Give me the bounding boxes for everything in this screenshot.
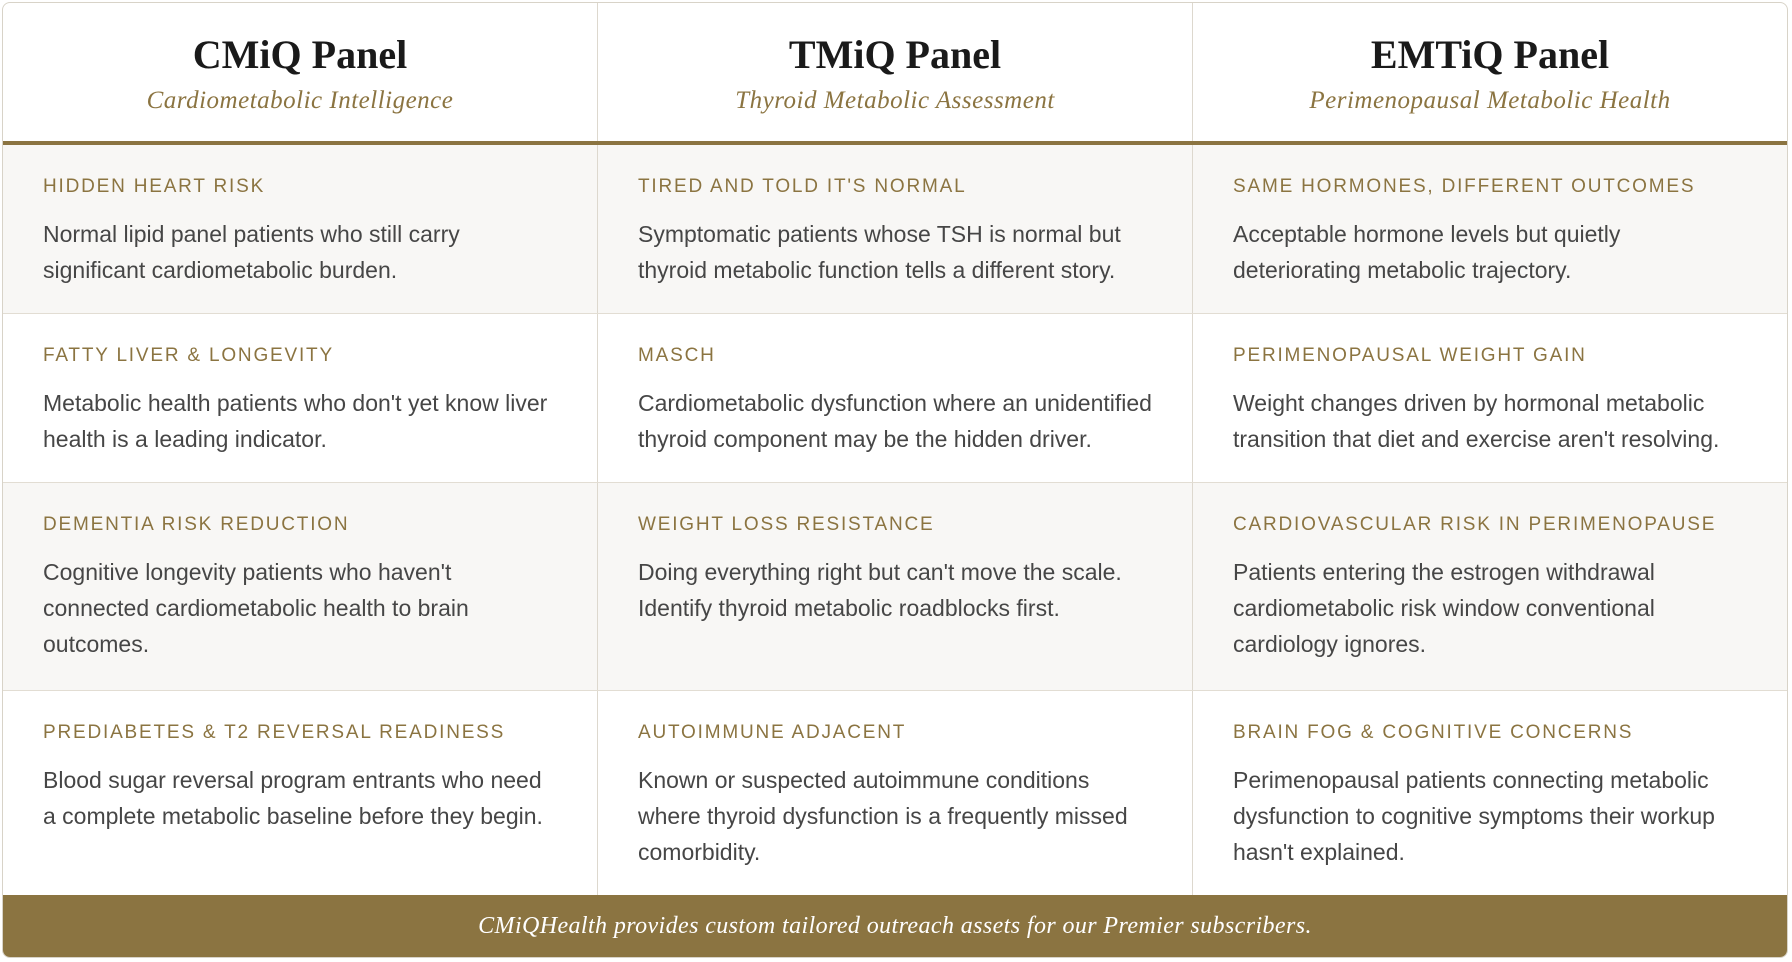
- panel-title: EMTiQ Panel: [1370, 32, 1610, 77]
- table-header-row: [3, 3, 1787, 145]
- panel-comparison-table: [2, 2, 1788, 958]
- table-cell: [1193, 691, 1787, 895]
- cell-heading: TIRED AND TOLD IT'S NORMAL: [638, 176, 967, 197]
- column-header-cmiq: [3, 3, 598, 141]
- cell-heading: AUTOIMMUNE ADJACENT: [638, 722, 907, 743]
- table-cell: [1193, 483, 1787, 690]
- cell-description: Cognitive longevity patients who haven't connected cardiometabolic health to brain outcomes.: [43, 559, 469, 657]
- panel-title: TMiQ Panel: [788, 32, 1002, 77]
- cell-description: Doing everything right but can't move the scale. Identify thyroid metabolic roadblocks first.: [638, 559, 1122, 621]
- table-row: [3, 314, 1787, 483]
- cell-description: Metabolic health patients who don't yet know liver health is a leading indicator.: [43, 390, 548, 452]
- panel-title: CMiQ Panel: [192, 32, 408, 77]
- table-row: [3, 145, 1787, 314]
- column-header-tmiq: [598, 3, 1193, 141]
- table-cell: [3, 483, 598, 690]
- footer-banner: [3, 895, 1787, 957]
- cell-description: Blood sugar reversal program entrants who need a complete metabolic baseline before they begin.: [43, 767, 543, 829]
- table-cell: [598, 145, 1193, 313]
- cell-description: Cardiometabolic dysfunction where an unidentified thyroid component may be the hidden driver.: [638, 390, 1152, 452]
- cell-description: Weight changes driven by hormonal metabolic transition that diet and exercise aren't resolving.: [1233, 390, 1720, 452]
- table-row: [3, 483, 1787, 691]
- cell-description: Acceptable hormone levels but quietly deteriorating metabolic trajectory.: [1233, 221, 1621, 283]
- cell-description: Symptomatic patients whose TSH is normal but thyroid metabolic function tells a different story.: [638, 221, 1121, 283]
- column-header-emtiq: [1193, 3, 1787, 141]
- table-cell: [3, 691, 598, 895]
- table-cell: [3, 145, 598, 313]
- cell-heading: WEIGHT LOSS RESISTANCE: [638, 514, 935, 535]
- cell-heading: DEMENTIA RISK REDUCTION: [43, 514, 350, 535]
- table-cell: [1193, 145, 1787, 313]
- cell-heading: PERIMENOPAUSAL WEIGHT GAIN: [1233, 345, 1587, 366]
- panel-subtitle: Thyroid Metabolic Assessment: [735, 87, 1055, 114]
- cell-heading: HIDDEN HEART RISK: [43, 176, 266, 197]
- table-cell: [598, 691, 1193, 895]
- cell-heading: MASCH: [638, 345, 716, 366]
- cell-description: Perimenopausal patients connecting metabolic dysfunction to cognitive symptoms their workup hasn't explained.: [1233, 767, 1715, 865]
- table-cell: [598, 483, 1193, 690]
- footer-text: CMiQHealth provides custom tailored outreach assets for our Premier subscribers.: [478, 912, 1312, 939]
- cell-heading: SAME HORMONES, DIFFERENT OUTCOMES: [1233, 176, 1696, 197]
- table-row: [3, 691, 1787, 895]
- cell-heading: BRAIN FOG & COGNITIVE CONCERNS: [1233, 722, 1634, 743]
- table-cell: [1193, 314, 1787, 482]
- cell-heading: CARDIOVASCULAR RISK IN PERIMENOPAUSE: [1233, 514, 1717, 535]
- cell-description: Known or suspected autoimmune conditions where thyroid dysfunction is a frequently missed comorbidity.: [638, 767, 1128, 865]
- cell-description: Normal lipid panel patients who still carry significant cardiometabolic burden.: [43, 221, 460, 283]
- cell-description: Patients entering the estrogen withdrawal cardiometabolic risk window conventional cardiology ignores.: [1233, 559, 1655, 657]
- panel-subtitle: Perimenopausal Metabolic Health: [1309, 87, 1671, 114]
- cell-heading: FATTY LIVER & LONGEVITY: [43, 345, 334, 366]
- table-cell: [3, 314, 598, 482]
- table-cell: [598, 314, 1193, 482]
- cell-heading: PREDIABETES & T2 REVERSAL READINESS: [43, 722, 506, 743]
- panel-subtitle: Cardiometabolic Intelligence: [146, 87, 454, 114]
